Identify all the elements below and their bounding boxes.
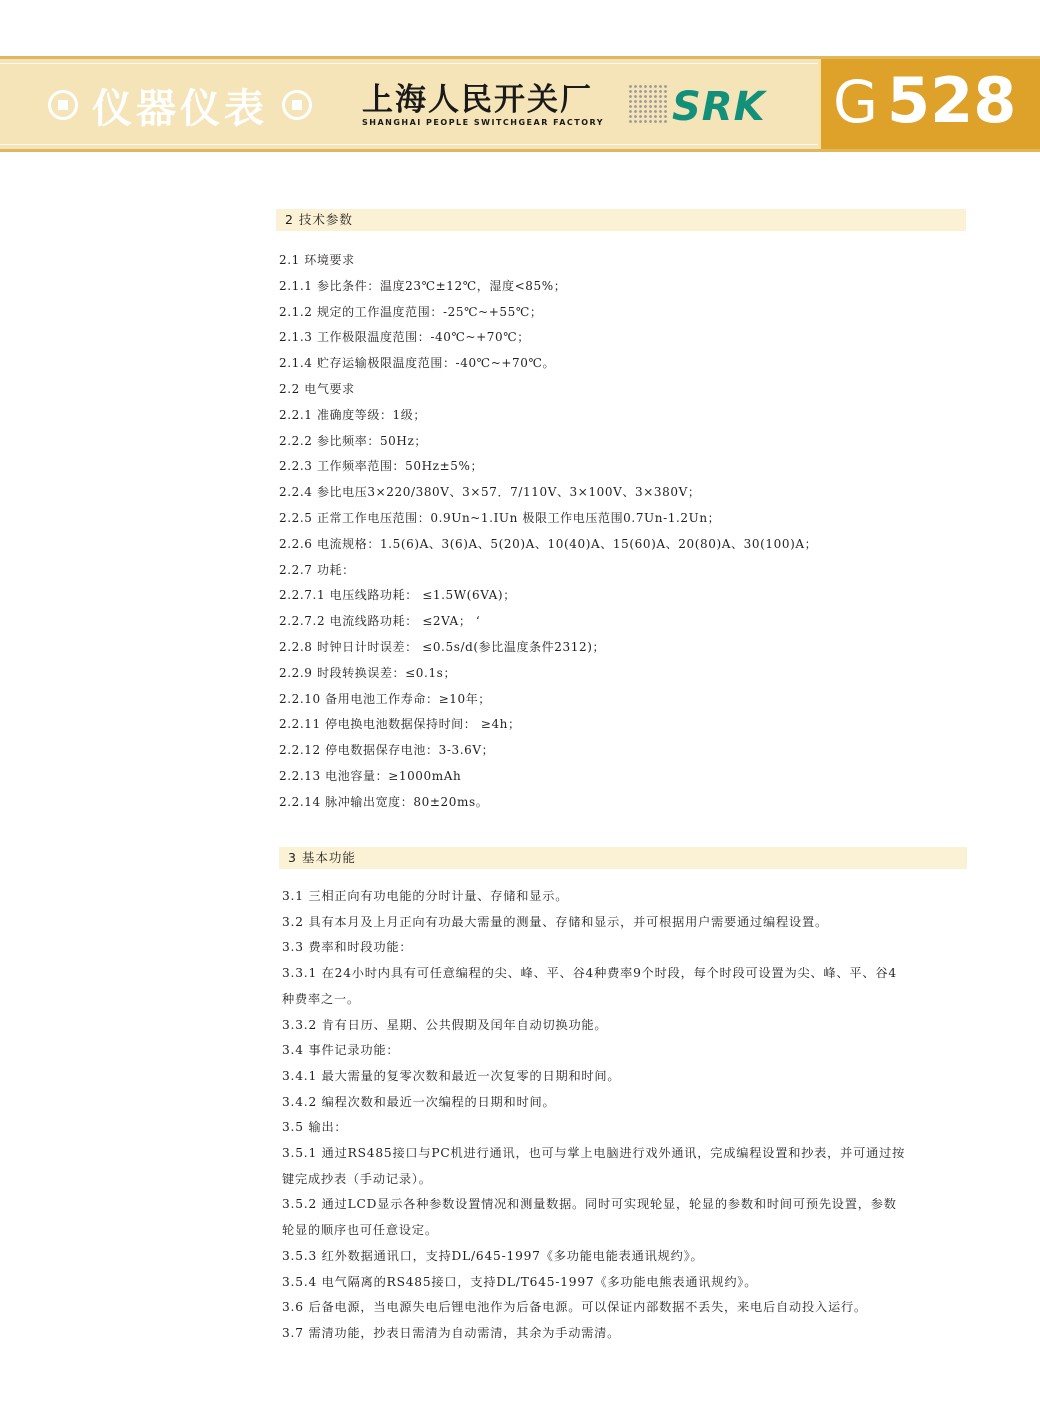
param-line: 2.1 环境要求 — [279, 253, 355, 267]
target-circle-icon — [282, 90, 312, 120]
param-line: 2.2.8 时钟日计时误差： ≤0.5s/d(参比温度条件2312)； — [279, 639, 606, 654]
section-heading-basic-functions: 3 基本功能 — [279, 847, 967, 869]
function-line: 3.3.1 在24小时内具有可任意编程的尖、峰、平、谷4种费率9个时段，每个时段可设置为尖、峰、平、谷4 — [282, 966, 897, 981]
model-number: 528 — [887, 64, 1017, 137]
param-line: 2.2.7.1 电压线路功耗： ≤1.5W(6VA)； — [279, 588, 516, 603]
function-line: 3.5.1 通过RS485接口与PC机进行通讯，也可与掌上电脑进行戏外通讯，完成编程设置和抄表，并可通过按 — [282, 1146, 906, 1161]
tech-params-list — [279, 248, 979, 816]
function-line: 3.3 费率和时段功能： — [282, 940, 413, 955]
param-line: 2.2.11 停电换电池数据保持时间： ≥4h； — [279, 717, 521, 732]
target-circle-icon — [48, 90, 78, 120]
model-letter: G — [833, 68, 878, 136]
param-line: 2.2.3 工作频率范围：50Hz±5%； — [279, 459, 484, 474]
param-line: 2.1.3 工作极限温度范围：-40℃~+70℃； — [279, 330, 530, 345]
param-line: 2.2.6 电流规格：1.5(6)A、3(6)A、5(20)A、10(40)A、15(60)A、20(80)A、30(100)A； — [279, 536, 818, 551]
function-line: 3.5.4 电气隔离的RS485接口，支持DL/T645-1997《多功能电熊表通讯规约》。 — [282, 1274, 758, 1289]
param-line: 2.1.2 规定的工作温度范围：-25℃~+55℃； — [279, 304, 543, 319]
param-line: 2.2.2 参比频率：50Hz； — [279, 433, 428, 448]
brand-logo: SRK — [672, 84, 766, 130]
basic-functions-list — [282, 884, 972, 1347]
function-line: 3.3.2 肯有日历、星期、公共假期及闰年自动切换功能。 — [282, 1017, 608, 1032]
function-line: 种费率之一。 — [282, 991, 360, 1006]
function-line: 轮显的顺序也可任意设定。 — [282, 1223, 438, 1238]
param-line: 2.2.7.2 电流线路功耗： ≤2VA； ‘ — [279, 614, 481, 629]
company-logo — [362, 82, 605, 127]
function-line: 3.4.1 最大需量的复零次数和最近一次复零的日期和时间。 — [282, 1068, 621, 1083]
param-line: 2.2.12 停电数据保存电池：3-3.6V； — [279, 743, 495, 758]
function-line: 3.5 输出： — [282, 1120, 348, 1135]
param-line: 2.2.13 电池容量：≥1000mAh — [279, 768, 462, 783]
function-line: 3.6 后备电源，当电源失电后锂电池作为后备电源。可以保证内部数据不丢失，来电后自动投入运行。 — [282, 1300, 867, 1315]
function-line: 键完成抄表（手动记录）。 — [282, 1171, 432, 1186]
param-line: 2.1.4 贮存运输极限温度范围：-40℃~+70℃。 — [279, 356, 556, 371]
function-line: 3.5.3 红外数据通讯口，支持DL/645-1997《多功能电能表通讯规约》。 — [282, 1248, 704, 1263]
param-line: 2.2.14 脉冲输出宽度：80±20ms。 — [279, 794, 489, 809]
function-line: 3.2 具有本月及上月正向有功最大需量的测量、存储和显示，并可根据用户需要通过编程设置。 — [282, 914, 828, 929]
param-line: 2.2.4 参比电压3×220/380V、3×57．7/110V、3×100V、3×380V； — [279, 485, 701, 500]
function-line: 3.1 三相正向有功电能的分时计量、存储和显示。 — [282, 889, 569, 903]
function-line: 3.4 事件记录功能： — [282, 1043, 400, 1058]
param-line: 2.2.9 时段转换误差：≤0.1s； — [279, 665, 457, 680]
section-heading-tech-params: 2 技术参数 — [276, 209, 966, 231]
function-line: 3.7 需清功能，抄表日需清为自动需清，其余为手动需清。 — [282, 1325, 621, 1340]
category-label: 仪器仪表 — [92, 85, 268, 132]
company-name-cn: 上海人民开关厂 — [362, 82, 593, 118]
param-line: 2.1.1 参比条件：温度23℃±12℃，湿度<85%； — [279, 278, 567, 293]
param-line: 2.2.5 正常工作电压范围：0.9Un~1.IUn 极限工作电压范围0.7Un-1.2Un； — [279, 510, 721, 525]
function-line: 3.5.2 通过LCD显示各种参数设置情况和测量数据。同时可实现轮显，轮显的参数和时间可预先设置，参数 — [282, 1197, 897, 1212]
model-badge — [818, 59, 1040, 149]
company-name-en: SHANGHAI PEOPLE SWITCHGEAR FACTORY — [362, 118, 605, 127]
param-line: 2.2.1 准确度等级：1级； — [279, 407, 426, 422]
param-line: 2.2.7 功耗： — [279, 562, 355, 577]
param-line: 2.2.10 备用电池工作寿命：≥10年； — [279, 691, 491, 706]
category-title — [48, 80, 312, 130]
param-line: 2.2 电气要求 — [279, 381, 355, 396]
halftone-dots-icon — [628, 84, 668, 124]
function-line: 3.4.2 编程次数和最近一次编程的日期和时间。 — [282, 1094, 556, 1109]
